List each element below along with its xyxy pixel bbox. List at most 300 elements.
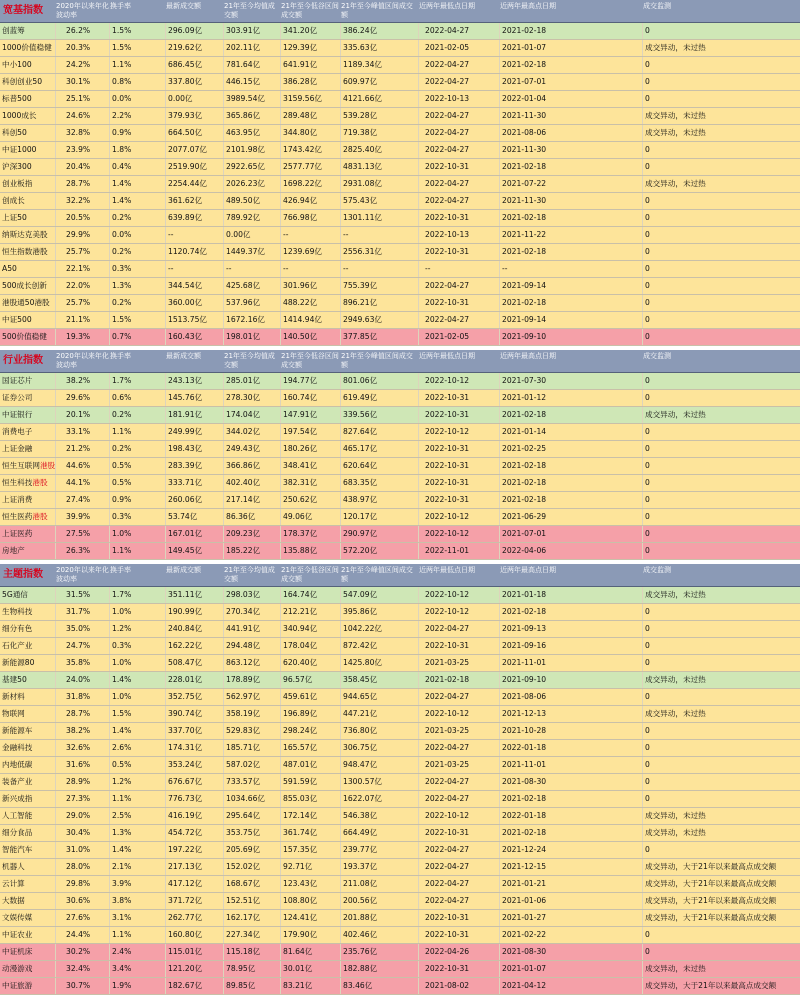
- latest-amount-cell: 198.43亿: [166, 441, 224, 457]
- index-name-cell: [0, 876, 56, 892]
- index-name-cell: [0, 244, 56, 260]
- volatility-cell: 29.0%: [56, 808, 110, 824]
- peak-amount-cell: 402.46亿: [341, 927, 419, 943]
- high-date-cell: 2021-12-24: [500, 842, 643, 858]
- index-name: 恒生科技: [2, 478, 33, 487]
- monitor-cell: 0: [645, 247, 650, 256]
- index-name: 证券公司: [2, 393, 33, 402]
- monitor-cell: 0: [645, 726, 650, 735]
- peak-amount-cell: 664.49亿: [341, 825, 419, 841]
- volatility-cell: 24.7%: [56, 638, 110, 654]
- avg-amount-cell: 2101.98亿: [224, 142, 281, 158]
- turnover-cell: 1.8%: [110, 142, 166, 158]
- monitor-cell: 成交异动，未过热: [645, 964, 706, 973]
- peak-amount-cell: 546.38亿: [341, 808, 419, 824]
- latest-amount-cell: 174.31亿: [166, 740, 224, 756]
- index-name-cell: [0, 808, 56, 824]
- peak-amount-cell: 239.77亿: [341, 842, 419, 858]
- latest-amount-cell: 217.13亿: [166, 859, 224, 875]
- latest-amount-cell: 219.62亿: [166, 40, 224, 56]
- latest-amount-cell: 160.43亿: [166, 329, 224, 345]
- header-high-date: 近两年最高点日期: [500, 2, 556, 10]
- index-name: 创成长: [2, 196, 25, 205]
- low-date-cell: 2022-10-31: [419, 961, 500, 977]
- turnover-cell: 1.5%: [110, 706, 166, 722]
- header-high-date: 近两年最高点日期: [500, 352, 556, 360]
- monitor-cell: 0: [645, 298, 650, 307]
- avg-amount-cell: 227.34亿: [224, 927, 281, 943]
- avg-amount-cell: 2026.23亿: [224, 176, 281, 192]
- volatility-cell: 32.4%: [56, 961, 110, 977]
- volatility-cell: 27.3%: [56, 791, 110, 807]
- volatility-cell: 24.4%: [56, 927, 110, 943]
- latest-amount-cell: 53.74亿: [166, 509, 224, 525]
- turnover-cell: 3.9%: [110, 876, 166, 892]
- index-name-cell: [0, 791, 56, 807]
- low-amount-cell: 194.77亿: [281, 373, 341, 389]
- low-amount-cell: 459.61亿: [281, 689, 341, 705]
- avg-amount-cell: 781.64亿: [224, 57, 281, 73]
- volatility-cell: 19.3%: [56, 329, 110, 345]
- high-date-cell: 2021-09-14: [500, 312, 643, 328]
- low-amount-cell: 180.26亿: [281, 441, 341, 457]
- low-date-cell: 2022-04-27: [419, 621, 500, 637]
- low-amount-cell: 855.03亿: [281, 791, 341, 807]
- avg-amount-cell: 303.91亿: [224, 23, 281, 39]
- index-name-cell: [0, 329, 56, 345]
- peak-amount-cell: 235.76亿: [341, 944, 419, 960]
- latest-amount-cell: 167.01亿: [166, 526, 224, 542]
- index-name: 新兴成指: [2, 794, 33, 803]
- volatility-cell: 31.7%: [56, 604, 110, 620]
- table-row: [0, 876, 800, 893]
- low-amount-cell: 344.80亿: [281, 125, 341, 141]
- turnover-cell: 0.0%: [110, 91, 166, 107]
- low-date-cell: 2022-04-27: [419, 859, 500, 875]
- avg-amount-cell: 78.95亿: [224, 961, 281, 977]
- turnover-cell: 3.8%: [110, 893, 166, 909]
- low-amount-cell: 3159.56亿: [281, 91, 341, 107]
- low-amount-cell: 30.01亿: [281, 961, 341, 977]
- high-date-cell: 2021-02-18: [500, 23, 643, 39]
- header-latest-amount: 最新成交额: [166, 352, 201, 360]
- low-date-cell: 2022-04-27: [419, 774, 500, 790]
- peak-amount-cell: 1189.34亿: [341, 57, 419, 73]
- low-date-cell: 2022-04-27: [419, 876, 500, 892]
- header-monitor: 成交监测: [643, 2, 671, 10]
- index-name: 物联网: [2, 709, 25, 718]
- high-date-cell: 2021-07-30: [500, 373, 643, 389]
- high-date-cell: 2021-11-01: [500, 655, 643, 671]
- table-row: [0, 159, 800, 176]
- index-name-cell: [0, 961, 56, 977]
- peak-amount-cell: 339.56亿: [341, 407, 419, 423]
- peak-amount-cell: 539.28亿: [341, 108, 419, 124]
- monitor-cell: 0: [645, 641, 650, 650]
- index-name-cell: [0, 604, 56, 620]
- low-amount-cell: 196.89亿: [281, 706, 341, 722]
- low-amount-cell: 301.96亿: [281, 278, 341, 294]
- index-name-cell: [0, 689, 56, 705]
- low-date-cell: 2022-04-27: [419, 57, 500, 73]
- high-date-cell: 2021-02-18: [500, 244, 643, 260]
- table-row: [0, 407, 800, 424]
- turnover-cell: 0.2%: [110, 295, 166, 311]
- index-name-cell: [0, 74, 56, 90]
- avg-amount-cell: 425.68亿: [224, 278, 281, 294]
- header-turnover: 换手率: [110, 2, 131, 10]
- turnover-cell: 0.5%: [110, 757, 166, 773]
- low-amount-cell: 123.43亿: [281, 876, 341, 892]
- index-name-cell: [0, 587, 56, 603]
- table-row: [0, 373, 800, 390]
- turnover-cell: 1.1%: [110, 927, 166, 943]
- volatility-cell: 31.5%: [56, 587, 110, 603]
- index-name-cell: [0, 176, 56, 192]
- low-amount-cell: 108.80亿: [281, 893, 341, 909]
- index-name-cell: [0, 893, 56, 909]
- peak-amount-cell: 619.49亿: [341, 390, 419, 406]
- low-date-cell: 2022-10-12: [419, 604, 500, 620]
- low-date-cell: 2022-10-13: [419, 91, 500, 107]
- avg-amount-cell: 344.02亿: [224, 424, 281, 440]
- low-date-cell: 2022-10-31: [419, 441, 500, 457]
- high-date-cell: 2022-01-18: [500, 808, 643, 824]
- latest-amount-cell: 1120.74亿: [166, 244, 224, 260]
- low-amount-cell: 178.37亿: [281, 526, 341, 542]
- turnover-cell: 1.7%: [110, 373, 166, 389]
- peak-amount-cell: 575.43亿: [341, 193, 419, 209]
- latest-amount-cell: 686.45亿: [166, 57, 224, 73]
- index-name-cell: [0, 108, 56, 124]
- header-low-amount: 21年至今低谷区间成交额: [281, 352, 339, 369]
- peak-amount-cell: 755.39亿: [341, 278, 419, 294]
- table-row: [0, 227, 800, 244]
- volatility-cell: 21.1%: [56, 312, 110, 328]
- peak-amount-cell: 1301.11亿: [341, 210, 419, 226]
- section-title: 行业指数: [3, 355, 43, 366]
- index-name: 大数据: [2, 896, 25, 905]
- volatility-cell: 21.2%: [56, 441, 110, 457]
- index-name: 人工智能: [2, 811, 33, 820]
- high-date-cell: 2021-02-18: [500, 791, 643, 807]
- low-date-cell: 2022-10-31: [419, 295, 500, 311]
- monitor-cell: 成交异动，未过热: [645, 43, 706, 52]
- index-name-cell: [0, 159, 56, 175]
- index-name-cell: [0, 261, 56, 277]
- peak-amount-cell: 948.47亿: [341, 757, 419, 773]
- latest-amount-cell: 417.12亿: [166, 876, 224, 892]
- low-date-cell: 2022-10-12: [419, 373, 500, 389]
- table-row: [0, 621, 800, 638]
- monitor-cell: 0: [645, 495, 650, 504]
- low-amount-cell: 160.74亿: [281, 390, 341, 406]
- low-amount-cell: 1414.94亿: [281, 312, 341, 328]
- turnover-cell: 1.5%: [110, 23, 166, 39]
- table-row: [0, 390, 800, 407]
- index-name: 云计算: [2, 879, 25, 888]
- hk-suffix: 港股: [32, 478, 48, 487]
- peak-amount-cell: 386.24亿: [341, 23, 419, 39]
- high-date-cell: 2021-07-01: [500, 526, 643, 542]
- index-name: 中证机床: [2, 947, 33, 956]
- turnover-cell: 0.2%: [110, 210, 166, 226]
- peak-amount-cell: 201.88亿: [341, 910, 419, 926]
- low-date-cell: 2021-03-25: [419, 757, 500, 773]
- index-name-cell: [0, 842, 56, 858]
- low-amount-cell: 124.41亿: [281, 910, 341, 926]
- peak-amount-cell: 801.06亿: [341, 373, 419, 389]
- table-row: [0, 142, 800, 159]
- index-name-cell: [0, 740, 56, 756]
- table-row: [0, 978, 800, 995]
- index-name: 中证农业: [2, 930, 33, 939]
- index-name-cell: [0, 757, 56, 773]
- high-date-cell: 2021-02-18: [500, 604, 643, 620]
- monitor-cell: 0: [645, 658, 650, 667]
- turnover-cell: 0.9%: [110, 125, 166, 141]
- peak-amount-cell: 2931.08亿: [341, 176, 419, 192]
- header-latest-amount: 最新成交额: [166, 2, 201, 10]
- high-date-cell: 2021-09-13: [500, 621, 643, 637]
- turnover-cell: 1.3%: [110, 825, 166, 841]
- latest-amount-cell: 181.91亿: [166, 407, 224, 423]
- low-date-cell: 2022-10-12: [419, 706, 500, 722]
- latest-amount-cell: 2519.90亿: [166, 159, 224, 175]
- header-peak-amount: 21年至今峰值区间成交额: [341, 2, 413, 19]
- index-name: 新能源80: [2, 658, 35, 667]
- avg-amount-cell: 446.15亿: [224, 74, 281, 90]
- latest-amount-cell: 160.80亿: [166, 927, 224, 943]
- volatility-cell: 25.7%: [56, 244, 110, 260]
- high-date-cell: 2021-08-06: [500, 689, 643, 705]
- high-date-cell: 2021-01-14: [500, 424, 643, 440]
- low-date-cell: 2022-10-31: [419, 458, 500, 474]
- index-name-cell: [0, 227, 56, 243]
- avg-amount-cell: 278.30亿: [224, 390, 281, 406]
- volatility-cell: 20.4%: [56, 159, 110, 175]
- header-volatility: 2020年以来年化波动率: [56, 352, 109, 369]
- high-date-cell: 2021-09-10: [500, 329, 643, 345]
- index-name-cell: [0, 509, 56, 525]
- section-rows: [0, 23, 800, 346]
- avg-amount-cell: 298.03亿: [224, 587, 281, 603]
- hk-suffix: 港股: [32, 512, 48, 521]
- low-amount-cell: 164.74亿: [281, 587, 341, 603]
- index-name: 动漫游戏: [2, 964, 33, 973]
- low-date-cell: 2022-10-31: [419, 390, 500, 406]
- latest-amount-cell: 390.74亿: [166, 706, 224, 722]
- latest-amount-cell: 162.22亿: [166, 638, 224, 654]
- low-amount-cell: 591.59亿: [281, 774, 341, 790]
- peak-amount-cell: 120.17亿: [341, 509, 419, 525]
- monitor-cell: 成交异动，未过热: [645, 675, 706, 684]
- volatility-cell: 35.8%: [56, 655, 110, 671]
- table-row: [0, 278, 800, 295]
- turnover-cell: 0.3%: [110, 261, 166, 277]
- volatility-cell: 38.2%: [56, 373, 110, 389]
- index-name: 文娱传媒: [2, 913, 33, 922]
- latest-amount-cell: 344.54亿: [166, 278, 224, 294]
- turnover-cell: 1.3%: [110, 278, 166, 294]
- low-date-cell: 2022-04-27: [419, 689, 500, 705]
- index-name-cell: [0, 193, 56, 209]
- monitor-cell: 0: [645, 743, 650, 752]
- turnover-cell: 0.3%: [110, 509, 166, 525]
- index-name: 500成长创新: [2, 281, 47, 290]
- header-avg-amount: 21年至今均值成交额: [224, 566, 275, 583]
- low-amount-cell: 96.57亿: [281, 672, 341, 688]
- peak-amount-cell: 211.08亿: [341, 876, 419, 892]
- header-volatility: 2020年以来年化波动率: [56, 566, 109, 583]
- peak-amount-cell: 944.65亿: [341, 689, 419, 705]
- monitor-cell: 0: [645, 26, 650, 35]
- avg-amount-cell: 285.01亿: [224, 373, 281, 389]
- table-row: [0, 961, 800, 978]
- low-date-cell: 2021-08-02: [419, 978, 500, 994]
- low-date-cell: 2022-04-27: [419, 108, 500, 124]
- avg-amount-cell: 1034.66亿: [224, 791, 281, 807]
- high-date-cell: 2021-02-18: [500, 407, 643, 423]
- low-amount-cell: 386.28亿: [281, 74, 341, 90]
- latest-amount-cell: 115.01亿: [166, 944, 224, 960]
- section-title: 主题指数: [3, 569, 43, 580]
- table-row: [0, 40, 800, 57]
- low-date-cell: 2022-10-31: [419, 475, 500, 491]
- index-name-cell: [0, 441, 56, 457]
- high-date-cell: 2021-02-18: [500, 475, 643, 491]
- table-row: [0, 125, 800, 142]
- turnover-cell: 3.4%: [110, 961, 166, 977]
- avg-amount-cell: 587.02亿: [224, 757, 281, 773]
- peak-amount-cell: 4121.66亿: [341, 91, 419, 107]
- index-name-cell: [0, 23, 56, 39]
- index-name-cell: [0, 543, 56, 559]
- low-date-cell: 2022-04-27: [419, 740, 500, 756]
- turnover-cell: 1.4%: [110, 176, 166, 192]
- monitor-cell: 0: [645, 145, 650, 154]
- turnover-cell: 0.8%: [110, 74, 166, 90]
- peak-amount-cell: 609.97亿: [341, 74, 419, 90]
- low-amount-cell: 298.24亿: [281, 723, 341, 739]
- table-row: [0, 329, 800, 346]
- low-amount-cell: 1698.22亿: [281, 176, 341, 192]
- volatility-cell: 30.6%: [56, 893, 110, 909]
- peak-amount-cell: 2825.40亿: [341, 142, 419, 158]
- peak-amount-cell: 827.64亿: [341, 424, 419, 440]
- monitor-cell: 0: [645, 264, 650, 273]
- header-avg-amount: 21年至今均值成交额: [224, 2, 275, 19]
- high-date-cell: 2021-01-06: [500, 893, 643, 909]
- table-row: [0, 424, 800, 441]
- index-name-cell: [0, 706, 56, 722]
- low-amount-cell: --: [281, 261, 341, 277]
- low-date-cell: --: [419, 261, 500, 277]
- table-row: [0, 261, 800, 278]
- low-date-cell: 2022-10-31: [419, 825, 500, 841]
- turnover-cell: 1.1%: [110, 424, 166, 440]
- avg-amount-cell: 358.19亿: [224, 706, 281, 722]
- header-turnover: 换手率: [110, 352, 131, 360]
- peak-amount-cell: 683.35亿: [341, 475, 419, 491]
- index-name-cell: [0, 125, 56, 141]
- avg-amount-cell: 162.17亿: [224, 910, 281, 926]
- section-header: [0, 350, 800, 373]
- volatility-cell: 33.1%: [56, 424, 110, 440]
- volatility-cell: 44.6%: [56, 458, 110, 474]
- low-date-cell: 2022-10-12: [419, 808, 500, 824]
- low-amount-cell: 289.48亿: [281, 108, 341, 124]
- peak-amount-cell: 335.63亿: [341, 40, 419, 56]
- header-peak-amount: 21年至今峰值区间成交额: [341, 352, 413, 369]
- monitor-cell: 0: [645, 196, 650, 205]
- header-low-date: 近两年最低点日期: [419, 352, 475, 360]
- high-date-cell: 2021-12-15: [500, 859, 643, 875]
- monitor-cell: 成交异动，未过热: [645, 811, 706, 820]
- low-amount-cell: 179.90亿: [281, 927, 341, 943]
- low-date-cell: 2022-10-12: [419, 424, 500, 440]
- header-volatility: 2020年以来年化波动率: [56, 2, 109, 19]
- volatility-cell: 30.4%: [56, 825, 110, 841]
- peak-amount-cell: --: [341, 227, 419, 243]
- volatility-cell: 30.1%: [56, 74, 110, 90]
- index-name: 港股通50港股: [2, 298, 50, 307]
- low-amount-cell: 641.91亿: [281, 57, 341, 73]
- section-industry-index: [0, 350, 800, 560]
- high-date-cell: 2021-02-18: [500, 295, 643, 311]
- turnover-cell: 1.0%: [110, 655, 166, 671]
- low-date-cell: 2022-04-27: [419, 176, 500, 192]
- avg-amount-cell: 86.36亿: [224, 509, 281, 525]
- table-row: [0, 893, 800, 910]
- header-high-date: 近两年最高点日期: [500, 566, 556, 574]
- table-row: [0, 774, 800, 791]
- monitor-cell: 0: [645, 427, 650, 436]
- avg-amount-cell: 463.95亿: [224, 125, 281, 141]
- table-row: [0, 638, 800, 655]
- index-name: 生物科技: [2, 607, 33, 616]
- table-row: [0, 587, 800, 604]
- table-row: [0, 193, 800, 210]
- turnover-cell: 2.1%: [110, 859, 166, 875]
- table-row: [0, 672, 800, 689]
- latest-amount-cell: 639.89亿: [166, 210, 224, 226]
- low-amount-cell: 426.94亿: [281, 193, 341, 209]
- avg-amount-cell: 366.86亿: [224, 458, 281, 474]
- volatility-cell: 26.2%: [56, 23, 110, 39]
- volatility-cell: 35.0%: [56, 621, 110, 637]
- index-name-cell: [0, 91, 56, 107]
- peak-amount-cell: 306.75亿: [341, 740, 419, 756]
- turnover-cell: 0.6%: [110, 390, 166, 406]
- peak-amount-cell: 736.80亿: [341, 723, 419, 739]
- index-name-cell: [0, 825, 56, 841]
- avg-amount-cell: 185.71亿: [224, 740, 281, 756]
- low-amount-cell: 2577.77亿: [281, 159, 341, 175]
- volatility-cell: 30.2%: [56, 944, 110, 960]
- volatility-cell: 24.0%: [56, 672, 110, 688]
- volatility-cell: 39.9%: [56, 509, 110, 525]
- index-name: A50: [2, 264, 17, 273]
- index-name: 创业板指: [2, 179, 33, 188]
- monitor-cell: 0: [645, 376, 650, 385]
- monitor-cell: 成交异动，未过热: [645, 128, 706, 137]
- index-name: 金融科技: [2, 743, 33, 752]
- low-date-cell: 2021-02-05: [419, 40, 500, 56]
- high-date-cell: 2021-02-18: [500, 458, 643, 474]
- high-date-cell: 2021-01-27: [500, 910, 643, 926]
- index-name: 内地低碳: [2, 760, 33, 769]
